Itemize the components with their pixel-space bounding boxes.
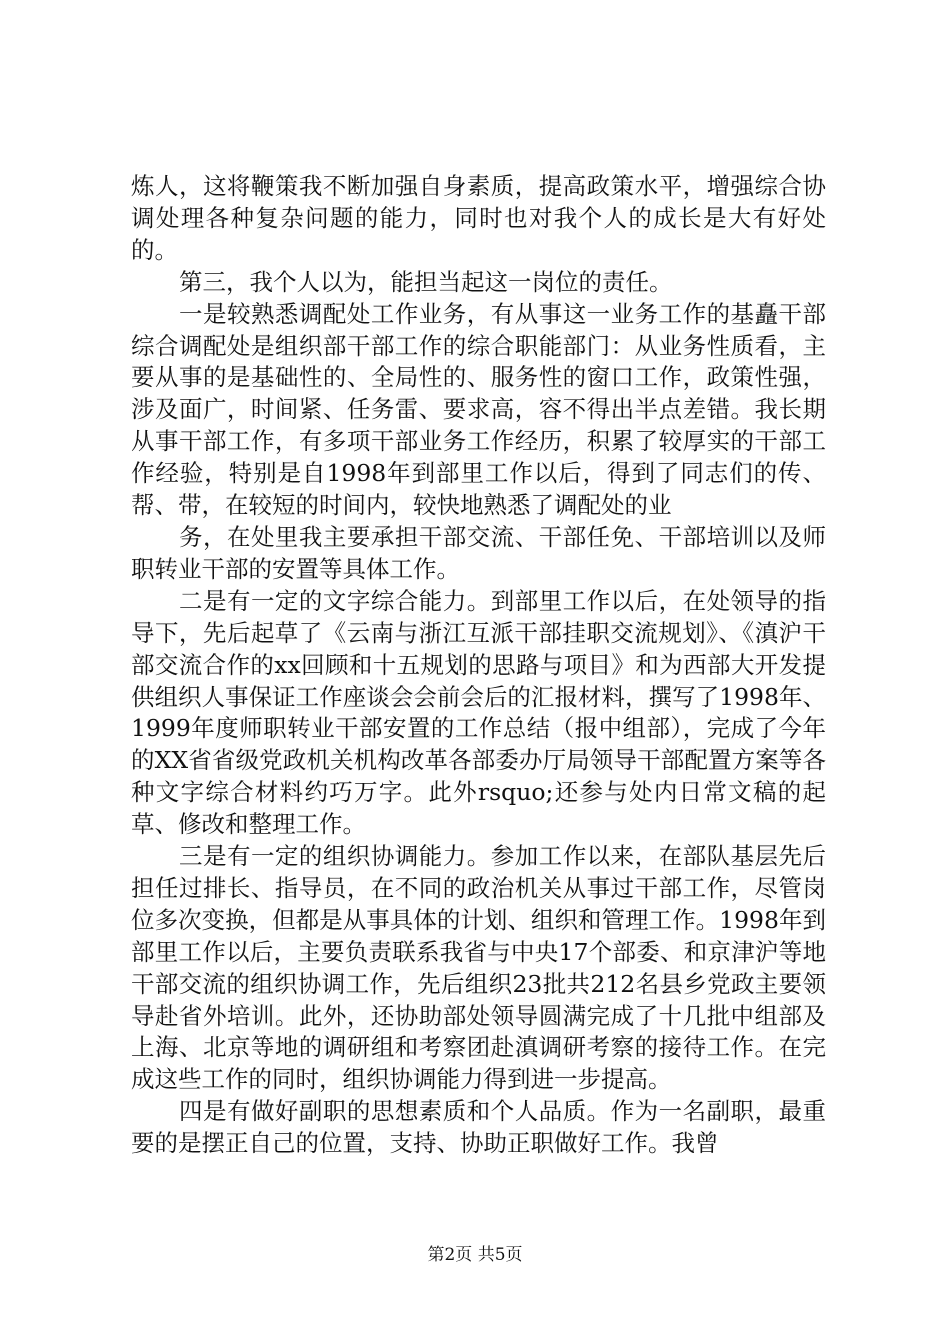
paragraph-3: 一是较熟悉调配处工作业务，有从事这一业务工作的基矗干部综合调配处是组织部干部工作的综合职能部门：从业务性质看，主要从事的是基础性的、全局性的、服务性的窗口工作，政策性强，涉及面广，时间紧、任务雷、要求高，容不得出半点差错。我长期从事干部工作，有多项干部业务工作经历，积累了较厚实的干部工作经验，特别是自1998年到部里工作以后，得到了同志们的传、帮、带，在较短的时间内，较快地熟悉了调配处的业	[131, 299, 826, 520]
page-footer: 第2页 共5页	[427, 1245, 523, 1265]
document-body	[131, 171, 826, 1160]
paragraph-1: 炼人，这将鞭策我不断加强自身素质，提高政策水平，增强综合协调处理各种复杂问题的能力，同时也对我个人的成长是大有好处的。	[131, 172, 826, 264]
paragraph-6: 三是有一定的组织协调能力。参加工作以来，在部队基层先后担任过排长、指导员，在不同的政治机关从事过干部工作，尽管岗位多次变换，但都是从事具体的计划、组织和管理工作。1998年到部里工作以后，主要负责联系我省与中央17个部委、和京津沪等地干部交流的组织协调工作，先后组织23批共212名县乡党政主要领导赴省外培训。此外，还协助部处领导圆满完成了十几批中组部及上海、北京等地的调研组和考察团赴滇调研考察的接待工作。在完成这些工作的同时，组织协调能力得到进一步提高。	[131, 842, 826, 1094]
paragraph-2: 第三，我个人以为，能担当起这一岗位的责任。	[179, 267, 673, 296]
paragraph-5: 二是有一定的文字综合能力。到部里工作以后，在处领导的指导下，先后起草了《云南与浙江互派干部挂职交流规划》、《滇沪干部交流合作的xx回顾和十五规划的思路与项目》和为西部大开发提供组织人事保证工作座谈会会前会后的汇报材料，撰写了1998年、1999年度师职转业干部安置的工作总结（报中组部），完成了今年的XX省省级党政机关机构改革各部委办厅局领导干部配置方案等各种文字综合材料约巧万字。此外rsquo;还参与处内日常文稿的起草、修改和整理工作。	[131, 586, 826, 839]
paragraph-4: 务，在处里我主要承担干部交流、干部任免、干部培训以及师职转业干部的安置等具体工作。	[131, 522, 826, 583]
paragraph-7: 四是有做好副职的思想素质和个人品质。作为一名副职，最重要的是摆正自己的位置，支持、协助正职做好工作。我曾	[131, 1097, 826, 1158]
